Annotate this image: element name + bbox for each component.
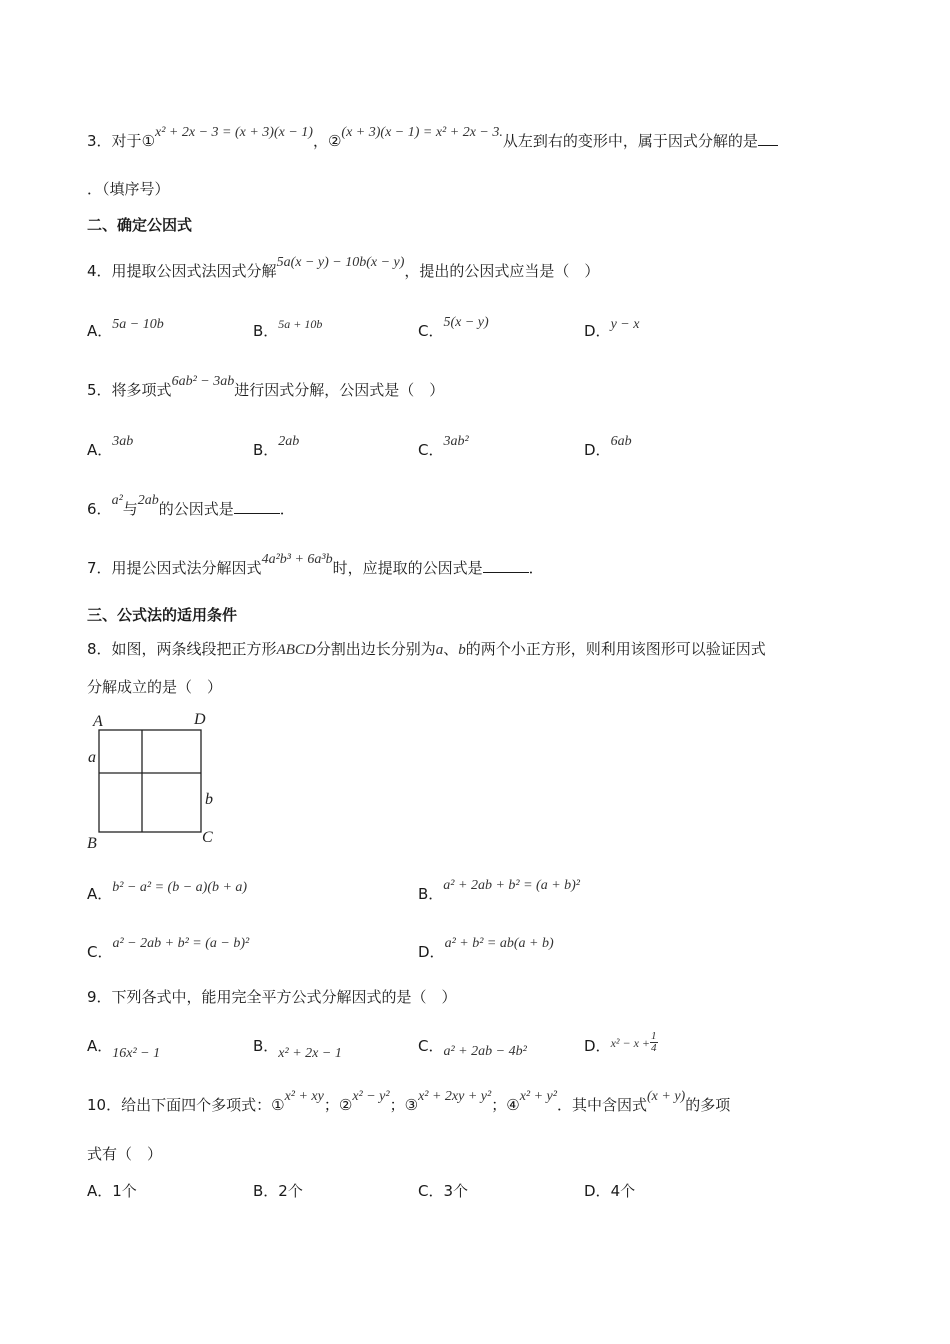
q8-option-b[interactable]: B．a² + 2ab + b² = (a + b)² xyxy=(418,878,581,903)
q10-option-a[interactable]: A．1个 xyxy=(87,1182,137,1200)
question-10-line1: 10．给出下面四个多项式：①x² + xy；②x² − y²；③x² + 2xy + y²；④x² + y²．其中含因式(x + y)的多项 xyxy=(87,1089,731,1114)
label-b: b xyxy=(205,791,213,808)
q4-option-c[interactable]: C．5(x − y) xyxy=(418,315,489,340)
label-A: A xyxy=(93,713,103,730)
question-3-line2: ．（填序号） xyxy=(87,180,170,198)
question-3-line1: 3．对于①x² + 2x − 3 = (x + 3)(x − 1)，②(x + 3)(x − 1) = x² + 2x − 3.从左到右的变形中，属于因式分解的是 xyxy=(87,130,778,151)
question-7: 7．用提公因式法分解因式4a²b³ + 6a³b时，应提取的公因式是 ． xyxy=(87,552,544,577)
square-abcd xyxy=(99,730,201,832)
q9-option-b[interactable]: B．x² + 2x − 1 xyxy=(253,1037,342,1061)
label-B: B xyxy=(87,835,97,852)
section-heading: 二、确定公因式 xyxy=(87,216,193,234)
question-5: 5．将多项式6ab² − 3ab进行因式分解，公因式是（ ） xyxy=(87,374,445,399)
square-figure xyxy=(84,706,224,856)
label-C: C xyxy=(202,829,213,846)
q4-option-a[interactable]: A．5a − 10b xyxy=(87,317,164,340)
math-expr: (x + 3)(x − 1) = x² + 2x − 3. xyxy=(341,125,503,140)
q8-option-a[interactable]: A．b² − a² = (b − a)(b + a) xyxy=(87,880,248,903)
answer-blank[interactable] xyxy=(234,499,280,514)
math-expr: 5a(x − y) − 10b(x − y) xyxy=(276,255,405,270)
q10-option-c[interactable]: C．3个 xyxy=(418,1182,469,1200)
q10-option-d[interactable]: D．4个 xyxy=(584,1182,636,1200)
label-D: D xyxy=(194,711,206,728)
question-10-line2: 式有（ ） xyxy=(87,1145,163,1163)
q4-option-b[interactable]: B．$^{5a + 10b}$ xyxy=(253,317,323,340)
fraction: $\frac{1}{4}$ xyxy=(651,1030,657,1054)
q5-option-d[interactable]: D．6ab xyxy=(584,434,632,459)
q5-option-a[interactable]: A．3ab xyxy=(87,434,134,459)
question-6: 6．a²与2ab的公因式是 ． xyxy=(87,493,295,518)
section-heading: 三、公式法的适用条件 xyxy=(87,606,238,624)
q9-option-d[interactable]: D．$^{x^2 - x +}$ $\frac{1}{4}$ xyxy=(584,1030,657,1055)
q10-option-b[interactable]: B．2个 xyxy=(253,1182,303,1200)
math-expr: x² + 2x − 3 = (x + 3)(x − 1) xyxy=(155,125,313,140)
q8-option-d[interactable]: D．a² + b² = ab(a + b) xyxy=(418,936,554,961)
math-expr: 4a²b³ + 6a³b xyxy=(261,552,333,567)
question-8-line1: 8．如图，两条线段把正方形ABCD分割出边长分别为a、b的两个小正方形，则利用该图形可以验证因式 xyxy=(87,640,766,658)
q4-option-d[interactable]: D．y − x xyxy=(584,317,640,340)
math-expr: 6ab² − 3ab xyxy=(171,374,235,389)
question-8-line2: 分解成立的是（ ） xyxy=(87,678,223,696)
q9-option-a[interactable]: A．16x² − 1 xyxy=(87,1037,161,1061)
q8-option-c[interactable]: C．a² − 2ab + b² = (a − b)² xyxy=(87,936,250,961)
q9-option-c[interactable]: C．a² + 2ab − 4b² xyxy=(418,1037,527,1059)
q5-option-b[interactable]: B．2ab xyxy=(253,434,300,459)
q5-option-c[interactable]: C．3ab² xyxy=(418,434,469,459)
answer-blank[interactable] xyxy=(483,558,529,573)
answer-blank[interactable] xyxy=(758,131,778,146)
label-a: a xyxy=(88,749,96,766)
question-4: 4．用提取公因式法因式分解5a(x − y) − 10b(x − y)，提出的公因式应当是（ ） xyxy=(87,255,600,280)
question-9: 9．下列各式中，能用完全平方公式分解因式的是（ ） xyxy=(87,988,457,1006)
